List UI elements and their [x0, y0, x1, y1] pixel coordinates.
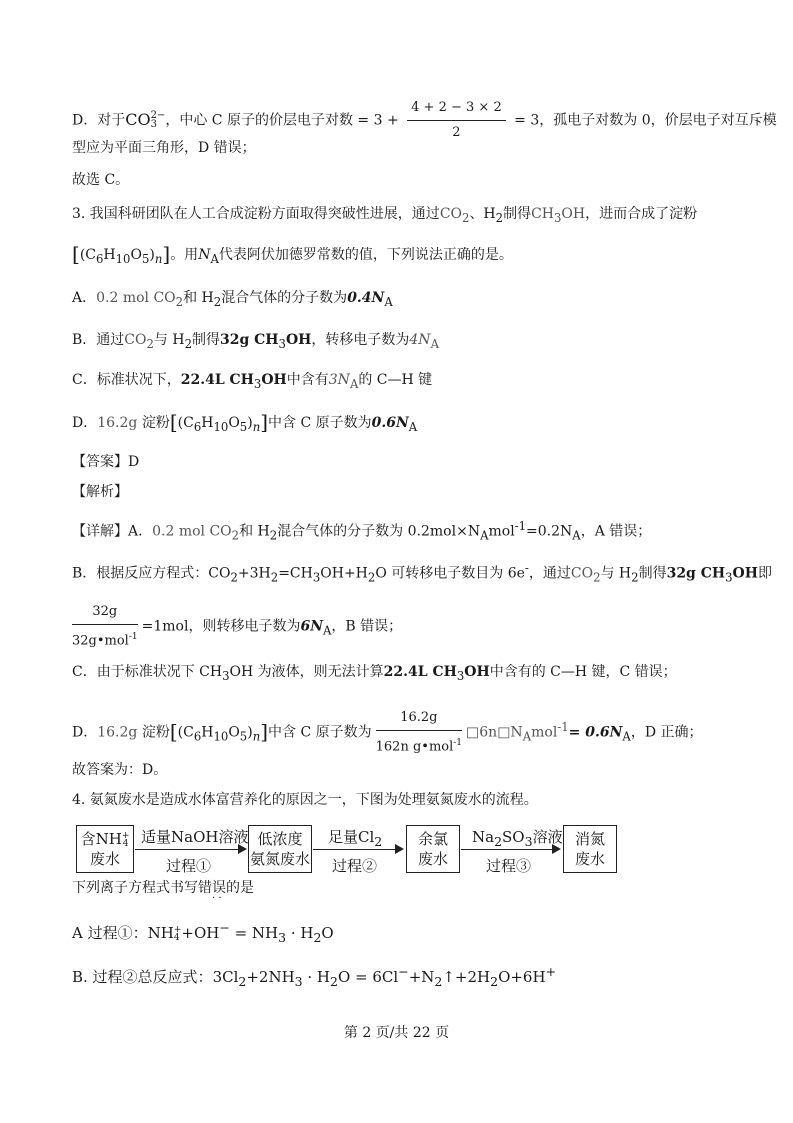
arrow2-bottom-label: 过程②: [332, 857, 378, 875]
arrow3-line: [461, 849, 553, 850]
text: ，中心 C 原子的价层电子对数: [165, 112, 353, 129]
arrow1-top-label: 适量NaOH溶液: [141, 828, 249, 846]
arrow3-top-label: $Na_2SO_3$溶液: [472, 828, 563, 849]
flow-box-low-ammonia: 低浓度 氨氮废水: [248, 825, 312, 873]
arrow2-top-label: 足量$Cl_2$: [328, 828, 383, 849]
flow-box-ammonium-wastewater: 含NH + 4 废水: [76, 825, 134, 873]
arrow1-bottom-label: 过程①: [166, 857, 212, 875]
flow-box-residual-chlorine: 余氯 废水: [406, 825, 460, 873]
q2-option-d-line1: [72, 98, 777, 143]
eq-prefix: = 3 +: [357, 112, 399, 129]
carbonate-ion: CO 2− 3: [125, 109, 166, 130]
text: ，孤电子对数为 0，价层电子对互斥模: [539, 112, 777, 129]
arrow1-head: [238, 844, 247, 854]
q2-option-d-line2: 型应为平面三角形，D 错误；: [72, 140, 256, 156]
arrow2-head: [395, 844, 404, 854]
emphasis-dots: · ·: [212, 893, 222, 904]
text: D．对于: [72, 112, 126, 129]
q3-stem-line2: $[(C_6H_{10}O_5)_n]$。用$N_A$代表阿伏加德罗常数的值，下列说法正确的是。: [72, 242, 513, 266]
page-footer: 第 2 页/共 22 页: [343, 1025, 450, 1041]
q3-option-d: D．16.2g 淀粉$[(C_6H_{10}O_5)_n]$中含 C 原子数为$0.6N_A$: [72, 410, 418, 434]
q4-question: 下列离子方程式书写错误的是: [72, 880, 254, 896]
fraction: $\frac{16.2g}{162n g•mol^{-1}}$: [375, 710, 463, 755]
q4-option-a: A 过程①：NH + 4 $+OH^- = NH_3 \cdot H_2O$: [72, 920, 334, 945]
fraction: $\frac{4 + 2 - 3 \times 2}{2}$: [407, 98, 506, 143]
eq-suffix: = 3: [514, 112, 540, 129]
q3-detail-c: C．由于标准状况下 $CH_3OH$ 为液体，则无法计算22.4L $CH_3OH$中含有的 C—H 键，C 错误；: [72, 664, 677, 683]
q3-stem-line1: 3. 我国科研团队在人工合成淀粉方面取得突破性进展，通过$CO_2$、$H_2$制得$CH_3OH$，进而合成了淀粉: [72, 206, 698, 225]
arrow3-head: [552, 844, 561, 854]
q4-stem: 4. 氨氮废水是造成水体富营养化的原因之一，下图为处理氨氮废水的流程。: [72, 792, 538, 808]
q3-conclusion: 故答案为：D。: [72, 762, 168, 778]
q4-option-b: B. 过程②总反应式：$3Cl_2+2NH_3 \cdot H_2O$ = $6Cl^-+N_2↑+2H_2O+6H^+$: [72, 964, 557, 989]
flow-box-denitrified: 消氮 废水: [563, 825, 617, 873]
q3-detail-b2: $\frac{32g}{32g•mol^{-1}}$ =1mol，则转移电子数为$6N_A$，B 错误；: [72, 602, 402, 651]
q3-detail-a: 【详解】A．0.2 mol $CO_2$和 $H_2$混合气体的分子数为 $0.2mol\times N_Amol^{-1}=0.2N_A$，A 错误；: [72, 519, 652, 543]
q3-analysis-label: 【解析】: [72, 484, 128, 500]
arrow1-line: [135, 849, 239, 850]
q3-answer: 【答案】D: [72, 454, 140, 470]
q2-conclusion: 故选 C。: [72, 172, 130, 188]
q3-option-a: A．0.2 mol $CO_2$和 $H_2$混合气体的分子数为$0.4N_A$: [72, 290, 393, 309]
q3-detail-d: D．16.2g 淀粉$[(C_6H_{10}O_5)_n]$中含 C 原子数为 $\frac{16.2g}{162n g•mol^{-1}}$ $□6n□N_Amol^{-1}= 0.6N_A$，D 正确；: [72, 708, 703, 757]
arrow2-line: [313, 849, 396, 850]
q3-option-b: B．通过$CO_2$与 $H_2$制得32g $CH_3OH$，转移电子数为$4N_A$: [72, 332, 439, 351]
fraction: $\frac{32g}{32g•mol^{-1}}$: [72, 604, 138, 649]
arrow3-bottom-label: 过程③: [486, 857, 532, 875]
q3-option-c: C．标准状况下，22.4L $CH_3OH$中含有$3N_A$的 C—H 键: [72, 372, 433, 391]
q3-detail-b: B．根据反应方程式：$CO_2+3H_2=CH_3OH+H_2O$ 可转移电子数目为 6e-，通过$CO_2$与 $H_2$制得32g $CH_3OH$即: [72, 561, 772, 585]
